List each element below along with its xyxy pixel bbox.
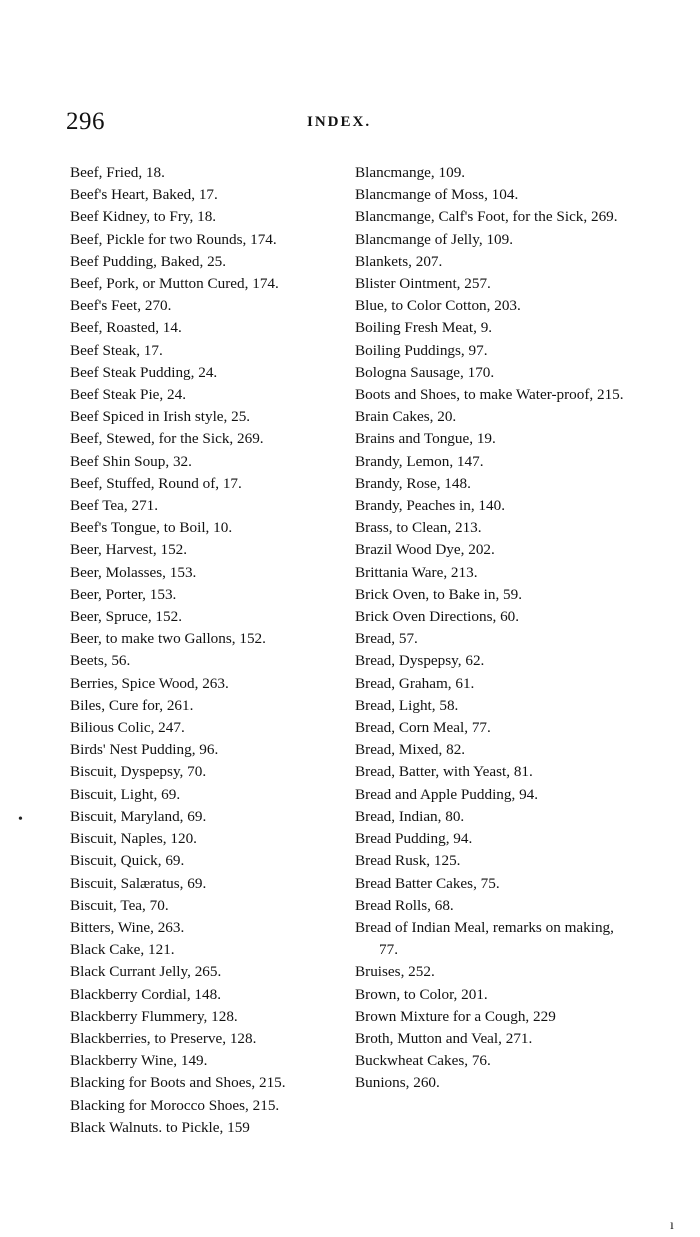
index-entry: Brown Mixture for a Cough, 229 bbox=[355, 1007, 556, 1025]
index-column-left bbox=[70, 162, 345, 1139]
index-entry: Boots and Shoes, to make Water-proof, 215. bbox=[355, 386, 624, 404]
index-entry: Buckwheat Cakes, 76. bbox=[355, 1052, 491, 1070]
index-entry: Beets, 56. bbox=[70, 652, 131, 670]
index-entry: Beef Steak Pie, 24. bbox=[70, 386, 186, 404]
index-entry: Birds' Nest Pudding, 96. bbox=[70, 741, 219, 759]
index-entry: Bread and Apple Pudding, 94. bbox=[355, 785, 539, 803]
index-entry: Biscuit, Quick, 69. bbox=[70, 852, 185, 870]
index-entry: Beef, Stuffed, Round of, 17. bbox=[70, 474, 242, 492]
index-entry: Brass, to Clean, 213. bbox=[355, 519, 482, 537]
index-entry: Brick Oven Directions, 60. bbox=[355, 608, 520, 626]
index-entry: Beer, to make two Gallons, 152. bbox=[70, 630, 266, 648]
index-entry: Brain Cakes, 20. bbox=[355, 408, 457, 426]
running-head: INDEX. bbox=[307, 114, 372, 130]
index-entry: Beer, Molasses, 153. bbox=[70, 563, 197, 581]
index-entry: Blackberry Cordial, 148. bbox=[70, 985, 221, 1003]
index-entry: Blankets, 207. bbox=[355, 252, 443, 270]
stray-tick-mark: ı bbox=[670, 1218, 674, 1233]
index-entry: Beef Steak Pudding, 24. bbox=[70, 363, 218, 381]
index-entry: Beef Shin Soup, 32. bbox=[70, 452, 192, 470]
index-entry: Bread Pudding, 94. bbox=[355, 830, 473, 848]
index-entry: Bread Batter Cakes, 75. bbox=[355, 874, 500, 892]
index-entry: Brains and Tongue, 19. bbox=[355, 430, 496, 448]
index-entry: Brazil Wood Dye, 202. bbox=[355, 541, 495, 559]
index-entry: Biscuit, Tea, 70. bbox=[70, 896, 169, 914]
index-entry: Beef's Feet, 270. bbox=[70, 297, 172, 315]
index-entry: Blancmange of Jelly, 109. bbox=[355, 230, 514, 248]
page-number: 296 bbox=[66, 108, 105, 135]
index-entry: Berries, Spice Wood, 263. bbox=[70, 674, 229, 692]
index-entry: Beer, Porter, 153. bbox=[70, 585, 177, 603]
index-entry: Boiling Puddings, 97. bbox=[355, 341, 488, 359]
index-entry: Brown, to Color, 201. bbox=[355, 985, 488, 1003]
index-entry: Beef, Pork, or Mutton Cured, 174. bbox=[70, 275, 279, 293]
index-entry: Bread, Light, 58. bbox=[355, 696, 459, 714]
index-entry: Beef Tea, 271. bbox=[70, 497, 159, 515]
index-entry: Beef, Pickle for two Rounds, 174. bbox=[70, 230, 277, 248]
index-entry: Beef, Fried, 18. bbox=[70, 164, 165, 181]
index-column-right bbox=[355, 162, 635, 1095]
index-entry: Brandy, Peaches in, 140. bbox=[355, 497, 506, 515]
index-entry: Bilious Colic, 247. bbox=[70, 719, 185, 737]
index-entry: Blancmange, Calf's Foot, for the Sick, 269. bbox=[355, 208, 618, 226]
index-entry: Brandy, Rose, 148. bbox=[355, 474, 471, 492]
index-entry: Biscuit, Dyspepsy, 70. bbox=[70, 763, 207, 781]
index-entry: Beef's Tongue, to Boil, 10. bbox=[70, 519, 233, 537]
index-entry: Boiling Fresh Meat, 9. bbox=[355, 319, 493, 337]
index-entry: Bread, Mixed, 82. bbox=[355, 741, 466, 759]
index-entry: Bitters, Wine, 263. bbox=[70, 918, 185, 936]
index-entry: Black Currant Jelly, 265. bbox=[70, 963, 222, 981]
index-entry: Bread Rolls, 68. bbox=[355, 896, 454, 914]
index-entry: Blister Ointment, 257. bbox=[355, 275, 491, 293]
index-entry: Bread Rusk, 125. bbox=[355, 852, 461, 870]
index-entry: Blackberry Flummery, 128. bbox=[70, 1007, 238, 1025]
index-entry: Beef Steak, 17. bbox=[70, 341, 163, 359]
index-entry: Bread, Batter, with Yeast, 81. bbox=[355, 763, 533, 781]
index-entry: Beer, Harvest, 152. bbox=[70, 541, 188, 559]
index-entry: Blancmange, 109. bbox=[355, 164, 466, 181]
index-entry: Bread, Corn Meal, 77. bbox=[355, 719, 491, 737]
index-entry: Beef Kidney, to Fry, 18. bbox=[70, 208, 217, 226]
stray-dot-mark: • bbox=[18, 812, 23, 827]
index-entry: Blackberry Wine, 149. bbox=[70, 1052, 208, 1070]
index-entry: Blue, to Color Cotton, 203. bbox=[355, 297, 521, 315]
index-entry: Beef's Heart, Baked, 17. bbox=[70, 186, 218, 204]
index-entry: Bread, 57. bbox=[355, 630, 418, 648]
index-entry: Blacking for Boots and Shoes, 215. bbox=[70, 1074, 286, 1092]
index-entry: Bruises, 252. bbox=[355, 963, 435, 981]
index-entry: Biscuit, Salæratus, 69. bbox=[70, 874, 207, 892]
index-entry: Bread, Dyspepsy, 62. bbox=[355, 652, 485, 670]
index-entry: Biscuit, Maryland, 69. bbox=[70, 807, 207, 825]
index-entry: Beef Pudding, Baked, 25. bbox=[70, 252, 227, 270]
index-entry: Blackberries, to Preserve, 128. bbox=[70, 1029, 257, 1047]
index-entry: Bologna Sausage, 170. bbox=[355, 363, 495, 381]
index-entry: Broth, Mutton and Veal, 271. bbox=[355, 1029, 533, 1047]
index-entry: Bunions, 260. bbox=[355, 1074, 440, 1092]
index-entry: Black Cake, 121. bbox=[70, 941, 175, 959]
index-entry: Biscuit, Light, 69. bbox=[70, 785, 181, 803]
index-entry: Beef Spiced in Irish style, 25. bbox=[70, 408, 251, 426]
index-entry: Blacking for Morocco Shoes, 215. bbox=[70, 1096, 280, 1114]
index-entry: Bread, Indian, 80. bbox=[355, 807, 465, 825]
index-entry: Biscuit, Naples, 120. bbox=[70, 830, 197, 848]
index-entry: Blancmange of Moss, 104. bbox=[355, 186, 519, 204]
index-entry: Brick Oven, to Bake in, 59. bbox=[355, 585, 523, 603]
index-entry: Bread, Graham, 61. bbox=[355, 674, 475, 692]
index-entry: Biles, Cure for, 261. bbox=[70, 696, 194, 714]
index-entry: Beef, Stewed, for the Sick, 269. bbox=[70, 430, 264, 448]
index-entry: Beer, Spruce, 152. bbox=[70, 608, 182, 626]
index-entry: Beef, Roasted, 14. bbox=[70, 319, 182, 337]
index-entry: Brandy, Lemon, 147. bbox=[355, 452, 484, 470]
index-entry: Black Walnuts. to Pickle, 159 bbox=[70, 1118, 250, 1136]
index-entry: Bread of Indian Meal, remarks on making, 77. bbox=[355, 918, 614, 959]
index-entry: Brittania Ware, 213. bbox=[355, 563, 478, 581]
